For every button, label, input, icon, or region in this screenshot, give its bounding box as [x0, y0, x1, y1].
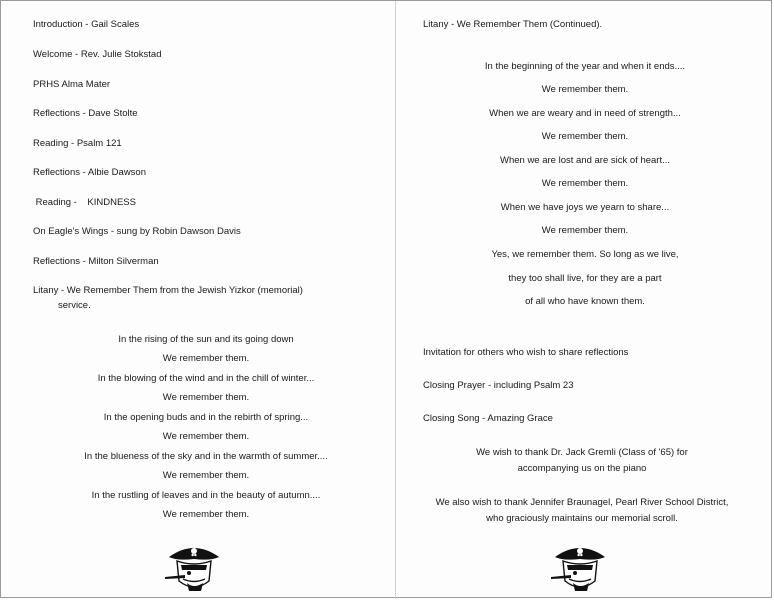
litany-verse: In the blowing of the wind and in the chill of winter... [97, 373, 315, 384]
program-item: Reflections - Dave Stolte [33, 108, 138, 119]
program-item: Introduction - Gail Scales [33, 19, 140, 30]
litany-response: We remember them. [541, 131, 629, 142]
pirate-mascot-icon [549, 537, 611, 593]
litany-verse: When we have joys we yearn to share... [500, 202, 670, 213]
litany-verse: In the beginning of the year and when it ends.... [484, 61, 686, 72]
litany-heading: Litany - We Remember Them from the Jewish Yizkor (memorial) [33, 285, 303, 296]
program-item: Reading - Psalm 121 [33, 138, 122, 149]
program-item: Reflections - Milton Silverman [33, 256, 159, 267]
program-item: Closing Prayer - including Psalm 23 [423, 380, 574, 391]
program-item: PRHS Alma Mater [33, 79, 111, 90]
litany-verse: In the rising of the sun and its going down [118, 334, 294, 345]
pirate-mascot-icon [163, 537, 225, 593]
litany-verse: of all who have known them. [525, 296, 645, 307]
litany-verse: In the rustling of leaves and in the beauty of autumn.... [91, 490, 321, 501]
litany-response: We remember them. [162, 353, 250, 364]
litany-response: We remember them. [541, 178, 629, 189]
litany-response: We remember them. [162, 392, 250, 403]
litany-response: We remember them. [162, 470, 250, 481]
program-item: Welcome - Rev. Julie Stokstad [33, 49, 162, 60]
litany-verse: In the opening buds and in the rebirth of spring... [103, 412, 309, 423]
litany-verse: In the blueness of the sky and in the warmth of summer.... [84, 451, 328, 462]
program-item: On Eagle's Wings - sung by Robin Dawson Davis [33, 226, 241, 237]
thanks-text: who graciously maintains our memorial scroll. [486, 513, 678, 524]
litany-response: We remember them. [162, 509, 250, 520]
program-item: Invitation for others who wish to share reflections [423, 347, 629, 358]
litany-verse: they too shall live, for they are a part [508, 273, 662, 284]
thanks-text: We wish to thank Dr. Jack Gremli (Class of '65) for [476, 447, 688, 458]
litany-verse: When we are lost and are sick of heart... [499, 155, 671, 166]
litany-response: We remember them. [541, 84, 629, 95]
litany-continued-heading: Litany - We Remember Them (Continued). [423, 19, 603, 30]
thanks-text: We also wish to thank Jennifer Braunagel, Pearl River School District, [435, 497, 729, 508]
litany-verse: When we are weary and in need of strength... [489, 108, 681, 119]
litany-verse: Yes, we remember them. So long as we live, [491, 249, 679, 260]
thanks-text: accompanying us on the piano [517, 463, 647, 474]
litany-response: We remember them. [541, 225, 629, 236]
litany-response: We remember them. [162, 431, 250, 442]
page-fold-divider [395, 1, 396, 599]
program-item: Reading - KINDNESS [33, 197, 136, 208]
program-item: Closing Song - Amazing Grace [423, 413, 553, 424]
program-item: Reflections - Albie Dawson [33, 167, 146, 178]
litany-heading-continuation: service. [58, 300, 91, 311]
